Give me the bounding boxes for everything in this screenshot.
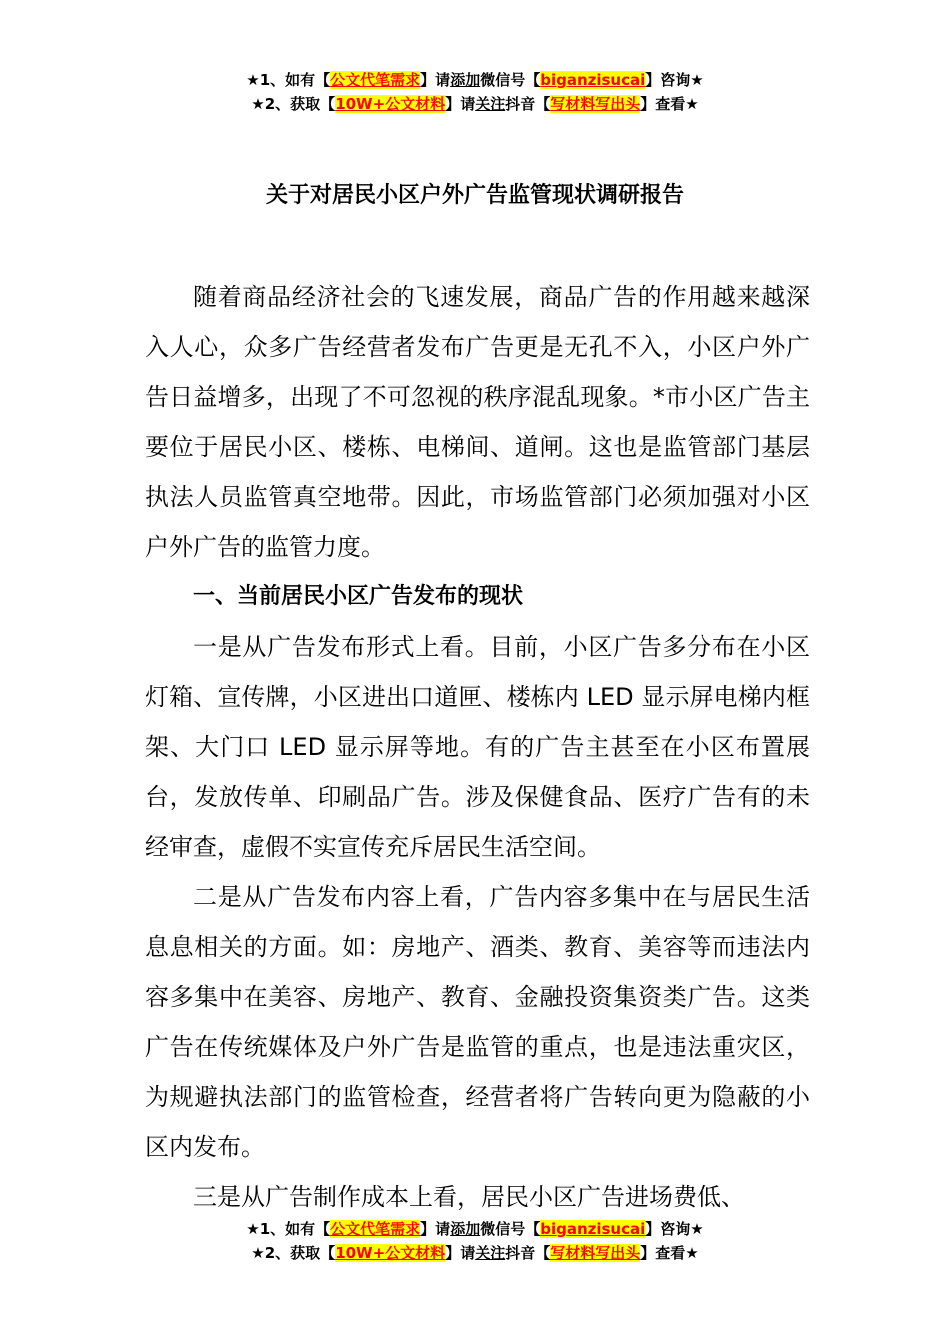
highlight-wechat-id: biganzisucai <box>540 71 646 89</box>
banner-line-2: ★2、获取【10W+公文材料】请关注抖音【写材料写出头】查看★ <box>251 95 699 113</box>
section-heading: 一、当前居民小区广告发布的现状 <box>193 584 524 609</box>
banner-line-2: ★2、获取【10W+公文材料】请关注抖音【写材料写出头】查看★ <box>251 1244 699 1262</box>
paragraph-form: 一是从广告发布形式上看。目前，小区广告多分布在小区灯箱、宣传牌，小区进出口道匣、楼栋内 LED 显示屏电梯内框架、大门口 LED 显示屏等地。有的广告主甚至在小区布置展台，发放传单、印刷品广告。涉及保健食品、医疗广告有的未经审查，虚假不实宣传充斥居民生活空间。 <box>145 633 810 861</box>
highlight-materials: 10W+公文材料 <box>335 1244 446 1262</box>
paragraph-cost: 三是从广告制作成本上看，居民小区广告进场费低、 <box>193 1183 745 1211</box>
highlight-service: 公文代笔需求 <box>330 71 421 89</box>
footer-banner <box>0 1217 950 1265</box>
paragraph-intro: 随着商品经济社会的飞速发展，商品广告的作用越来越深入人心，众多广告经营者发布广告更是无孔不入，小区户外广告日益增多，出现了不可忽视的秩序混乱现象。*市小区广告主要位于居民小区、楼栋、电梯间、道闸。这也是监管部门基层执法人员监管真空地带。因此，市场监管部门必须加强对小区户外广告的监管力度。 <box>145 283 810 561</box>
banner-line-1: ★1、如有【公文代笔需求】请添加微信号【biganzisucai】咨询★ <box>246 1220 704 1238</box>
paragraph-content: 二是从广告发布内容上看，广告内容多集中在与居民生活息息相关的方面。如：房地产、酒类、教育、美容等而违法内容多集中在美容、房地产、教育、金融投资集资类广告。这类广告在传统媒体及户外广告是监管的重点，也是违法重灾区，为规避执法部门的监管检查，经营者将广告转向更为隐蔽的小区内发布。 <box>145 883 810 1161</box>
document-title: 关于对居民小区户外广告监管现状调研报告 <box>265 183 684 208</box>
banner-line-1: ★1、如有【公文代笔需求】请添加微信号【biganzisucai】咨询★ <box>246 71 704 89</box>
highlight-materials: 10W+公文材料 <box>335 95 446 113</box>
document-body <box>145 272 810 1222</box>
highlight-wechat-id: biganzisucai <box>540 1220 646 1238</box>
highlight-douyin-account: 写材料写出头 <box>550 1244 641 1262</box>
highlight-service: 公文代笔需求 <box>330 1220 421 1238</box>
highlight-douyin-account: 写材料写出头 <box>550 95 641 113</box>
header-banner <box>0 68 950 116</box>
